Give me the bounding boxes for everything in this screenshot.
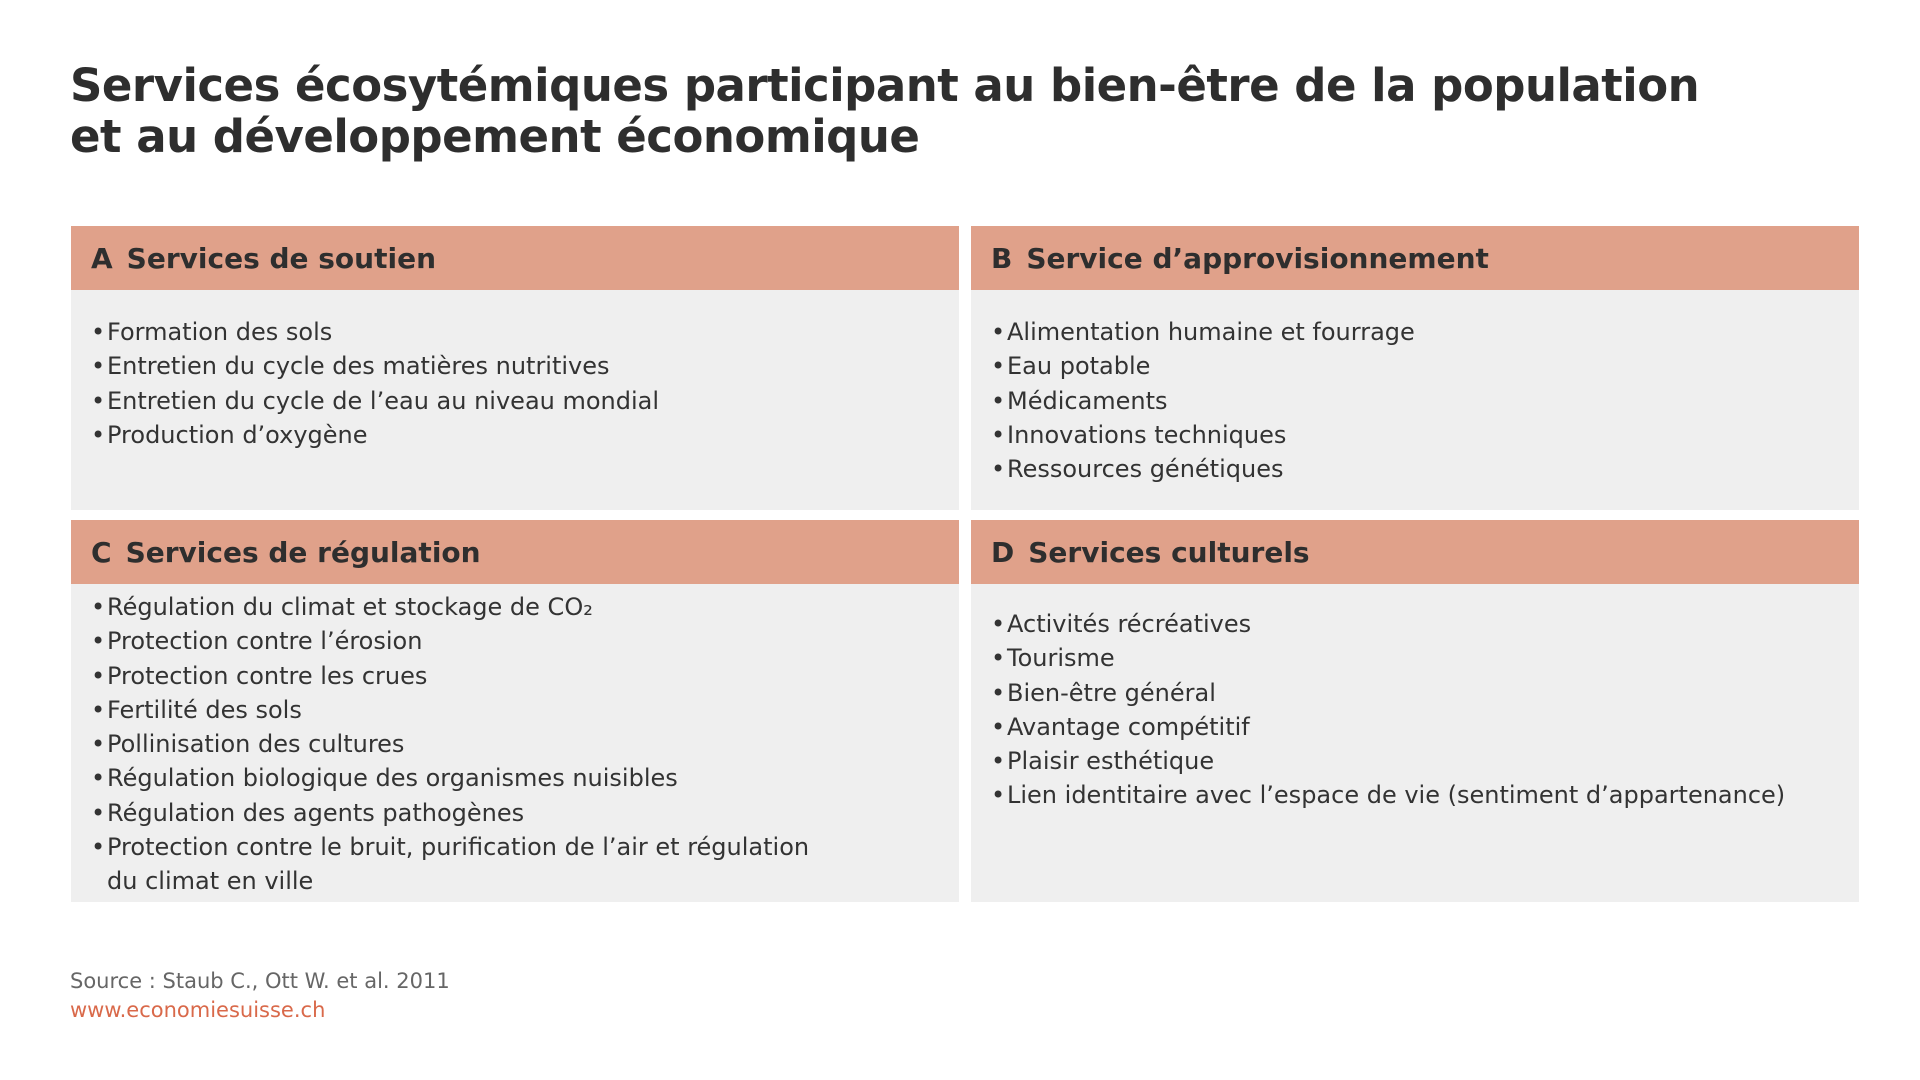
page-title-line-2: et au développement économique <box>70 110 920 163</box>
list-item: • Tourisme <box>991 641 1857 675</box>
list-item: • Entretien du cycle de l’eau au niveau mondial <box>91 384 827 418</box>
card-letter: A <box>91 241 113 275</box>
list-item: • Eau potable <box>991 349 1857 383</box>
list-item: • Fertilité des sols <box>91 693 827 727</box>
card-letter: D <box>991 535 1015 569</box>
list-item: • Plaisir esthétique <box>991 744 1857 778</box>
card-header <box>71 520 959 584</box>
list-item: • Protection contre l’érosion <box>91 624 827 658</box>
list-item: • Régulation du climat et stockage de CO₂ <box>91 590 827 624</box>
list-item: • Entretien du cycle des matières nutritives <box>91 349 827 383</box>
card-provisioning-services <box>971 226 1859 510</box>
card-title: Services de soutien <box>126 241 437 275</box>
website-link[interactable]: www.economiesuisse.ch <box>70 998 326 1022</box>
list-item: • Lien identitaire avec l’espace de vie (sentiment d’appartenance) <box>991 778 1857 812</box>
card-item-list <box>71 584 959 899</box>
list-item: • Médicaments <box>991 384 1857 418</box>
source-note: Source : Staub C., Ott W. et al. 2011 <box>70 969 450 993</box>
card-regulating-services <box>71 520 959 902</box>
list-item: • Alimentation humaine et fourrage <box>991 315 1857 349</box>
card-cultural-services <box>971 520 1859 902</box>
list-item: • Pollinisation des cultures <box>91 727 827 761</box>
card-letter: B <box>991 241 1013 275</box>
card-letter: C <box>91 535 112 569</box>
card-item-list <box>971 584 1859 813</box>
card-title: Services culturels <box>1028 535 1310 569</box>
list-item: • Activités récréatives <box>991 607 1857 641</box>
card-header <box>71 226 959 290</box>
footer <box>70 967 450 1025</box>
list-item: • Bien-être général <box>991 676 1857 710</box>
list-item: • Avantage compétitif <box>991 710 1857 744</box>
list-item: • Innovations techniques <box>991 418 1857 452</box>
list-item: • Formation des sols <box>91 315 827 349</box>
list-item: • Régulation biologique des organismes nuisibles <box>91 761 827 795</box>
card-title: Service d’approvisionnement <box>1026 241 1489 275</box>
card-title: Services de régulation <box>125 535 481 569</box>
list-item: • Ressources génétiques <box>991 452 1857 486</box>
list-item: • Protection contre les crues <box>91 659 827 693</box>
card-item-list <box>71 290 959 452</box>
list-item: • Régulation des agents pathogènes <box>91 796 827 830</box>
card-item-list <box>971 290 1859 486</box>
card-header <box>971 520 1859 584</box>
page-title <box>70 60 1850 162</box>
card-supporting-services <box>71 226 959 510</box>
page-title-line-1: Services écosytémiques participant au bien-être de la population <box>70 59 1700 112</box>
services-grid <box>71 226 1859 902</box>
card-header <box>971 226 1859 290</box>
list-item: • Protection contre le bruit, purification de l’air et régulation du climat en ville <box>91 830 827 899</box>
list-item: • Production d’oxygène <box>91 418 827 452</box>
